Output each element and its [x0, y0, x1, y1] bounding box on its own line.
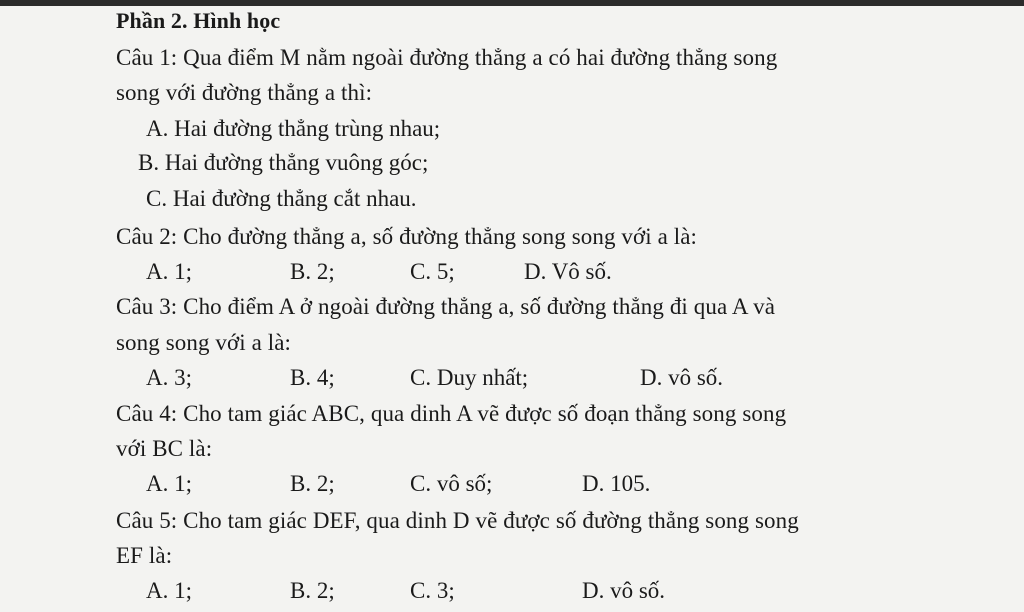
question-2-option-d: D. Vô số.: [524, 259, 612, 284]
question-4-line-2: với BC là:: [116, 436, 213, 461]
question-3-option-b: B. 4;: [290, 365, 335, 390]
question-3-line-1: Câu 3: Cho điểm A ở ngoài đường thẳng a, số đường thẳng đi qua A và: [116, 294, 776, 319]
question-4-line-1: Câu 4: Cho tam giác ABC, qua dinh A vẽ được số đoạn thẳng song song: [116, 401, 787, 426]
question-4-option-b: B. 2;: [290, 471, 335, 496]
question-3-option-d: D. vô số.: [640, 365, 724, 390]
question-2-option-c: C. 5;: [410, 259, 455, 284]
question-4-option-d: D. 105.: [582, 471, 651, 496]
question-2-option-b: B. 2;: [290, 259, 335, 284]
question-5-option-b: B. 2;: [290, 578, 335, 603]
question-4-option-a: A. 1;: [146, 471, 192, 496]
question-5-option-d: D. vô số.: [582, 578, 666, 603]
question-3-option-a: A. 3;: [146, 365, 192, 390]
question-5-line-1: Câu 5: Cho tam giác DEF, qua dinh D vẽ được số đường thẳng song song: [116, 508, 799, 533]
question-1-option-b: B. Hai đường thẳng vuông góc;: [138, 150, 429, 175]
question-5-line-2: EF là:: [116, 543, 173, 568]
question-4-option-c: C. vô số;: [410, 471, 493, 496]
question-1-option-c: C. Hai đường thẳng cắt nhau.: [146, 186, 417, 211]
question-2-line-1: Câu 2: Cho đường thẳng a, số đường thẳng song song với a là:: [116, 224, 698, 249]
question-1-line-2: song với đường thẳng a thì:: [116, 80, 373, 105]
question-3-option-c: C. Duy nhất;: [410, 365, 529, 390]
question-5-option-c: C. 3;: [410, 578, 455, 603]
question-1-line-1: Câu 1: Qua điểm M nằm ngoài đường thẳng a có hai đường thẳng song: [116, 45, 778, 70]
question-3-line-2: song song với a là:: [116, 330, 292, 355]
question-5-option-a: A. 1;: [146, 578, 192, 603]
question-2-option-a: A. 1;: [146, 259, 192, 284]
question-1-option-a: A. Hai đường thẳng trùng nhau;: [146, 116, 441, 141]
section-title: Phần 2. Hình học: [116, 8, 281, 33]
